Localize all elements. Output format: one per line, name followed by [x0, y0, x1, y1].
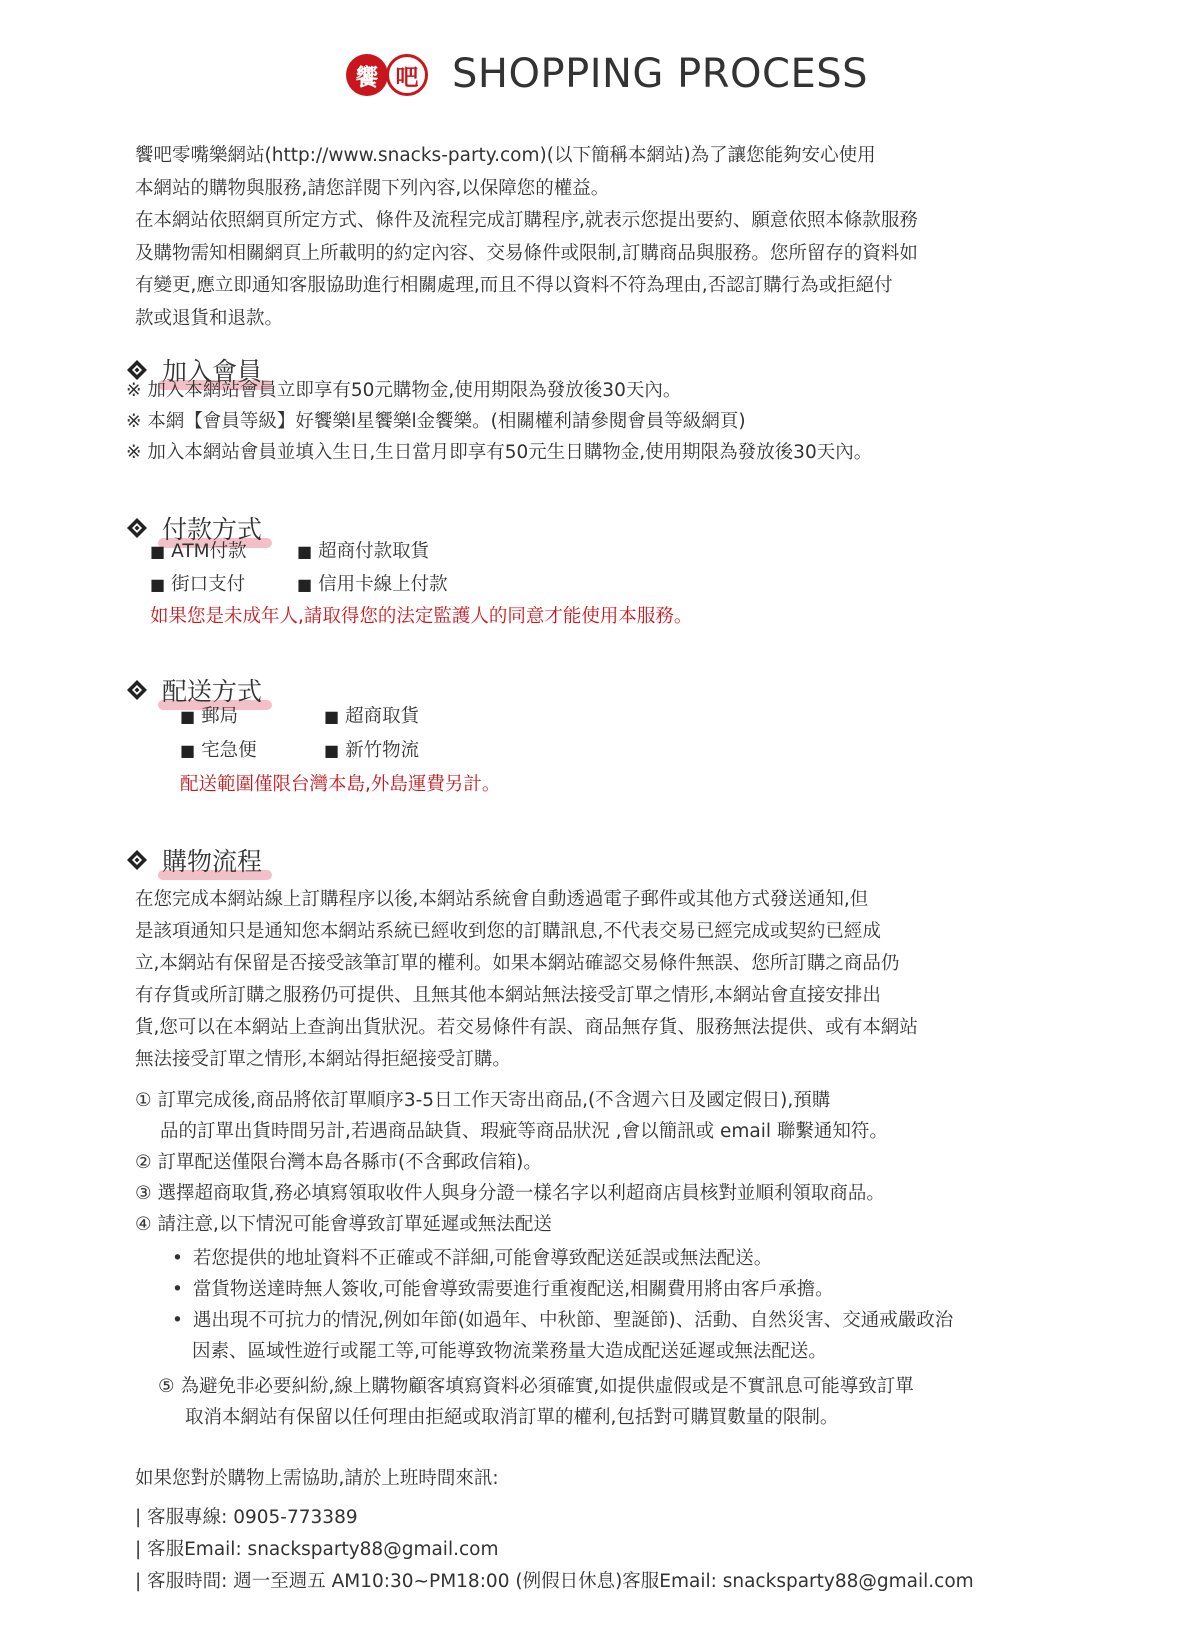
- process-step: 取消本網站有保留以任何理由拒絕或取消訂單的權利,包括對可購買數量的限制。: [185, 1407, 839, 1428]
- payment-option: ■ 信用卡線上付款: [297, 570, 448, 596]
- section-title: 加入會員: [158, 352, 266, 388]
- page-title: SHOPPING PROCESS: [452, 51, 869, 97]
- delivery-option: ■ 郵局: [180, 702, 238, 728]
- process-line: 有存貨或所訂購之服務仍可提供、且無其他本網站無法接受訂單之情形,本網站會直接安排出: [135, 985, 881, 1006]
- contact-intro: 如果您對於購物上需協助,請於上班時間來訊:: [135, 1468, 499, 1489]
- delivery-option: ■ 宅急便: [180, 736, 257, 762]
- diamond-icon: [126, 517, 148, 539]
- member-item: ※ 本網【會員等級】好饗樂l星饗樂l金饗樂。(相關權利請參閱會員等級網頁): [126, 411, 746, 432]
- process-bullet: • 當貨物送達時無人簽收,可能會導致需要進行重複配送,相關費用將由客戶承擔。: [172, 1275, 834, 1301]
- section-title: 配送方式: [158, 672, 266, 708]
- process-line: 貨,您可以在本網站上查詢出貨狀況。若交易條件有誤、商品無存貨、服務無法提供、或有本網站: [135, 1017, 918, 1038]
- process-step: ③ 選擇超商取貨,務必填寫領取收件人與身分證一樣名字以利超商店員核對並順利領取商品。: [135, 1183, 885, 1204]
- process-bullet: • 遇出現不可抗力的情況,例如年節(如過年、中秋節、聖誕節)、活動、自然災害、交通戒嚴政治: [172, 1306, 953, 1332]
- intro-line: 款或退貨和退款。: [135, 307, 284, 329]
- process-paragraph: [135, 884, 1075, 1076]
- section-title: 購物流程: [158, 842, 266, 878]
- contact-hours: | 客服時間: 週一至週五 AM10:30~PM18:00 (例假日休息)客服Email: snacksparty88@gmail.com: [135, 1571, 974, 1592]
- page-header: [0, 48, 1200, 116]
- payment-option: ■ 超商付款取貨: [297, 537, 429, 563]
- member-item: ※ 加入本網站會員立即享有50元購物金,使用期限為發放後30天內。: [126, 380, 682, 401]
- intro-line: 在本網站依照網頁所定方式、條件及流程完成訂購程序,就表示您提出要約、願意依照本條款服務: [135, 210, 918, 231]
- section-payment-heading: [126, 510, 266, 546]
- diamond-icon: [126, 849, 148, 871]
- payment-option: ■ 街口支付: [150, 570, 245, 596]
- logo-seal-1: 饗: [346, 54, 388, 96]
- section-delivery-heading: [126, 672, 266, 708]
- intro-line: 饗吧零嘴樂網站(http://www.snacks-party.com)(以下簡稱本網站)為了讓您能夠安心使用: [135, 145, 876, 166]
- contact-email: | 客服Email: snacksparty88@gmail.com: [135, 1539, 499, 1560]
- payment-option: ■ ATM付款: [150, 537, 247, 563]
- section-process-heading: [126, 842, 266, 878]
- section-title: 付款方式: [158, 510, 266, 546]
- delivery-option: ■ 新竹物流: [324, 736, 419, 762]
- delivery-option: ■ 超商取貨: [324, 702, 419, 728]
- intro-line: 及購物需知相關網頁上所載明的約定內容、交易條件或限制,訂購商品與服務。您所留存的資料如: [135, 242, 918, 264]
- member-item: ※ 加入本網站會員並填入生日,生日當月即享有50元生日購物金,使用期限為發放後30天內。: [126, 442, 873, 463]
- process-step: ① 訂單完成後,商品將依訂單順序3-5日工作天寄出商品,(不含週六日及國定假日),預購: [135, 1090, 831, 1111]
- process-step: ⑤ 為避免非必要糾紛,線上購物顧客填寫資料必須確實,如提供虛假或是不實訊息可能導致訂單: [158, 1376, 914, 1397]
- diamond-icon: [126, 679, 148, 701]
- brand-logo: [346, 54, 428, 96]
- contact-phone: | 客服專線: 0905-773389: [135, 1507, 358, 1528]
- intro-line: 本網站的購物與服務,請您詳閱下列內容,以保障您的權益。: [135, 177, 610, 199]
- process-line: 是該項通知只是通知您本網站系統已經收到您的訂購訊息,不代表交易已經完成或契約已經成: [135, 921, 881, 942]
- process-step: ④ 請注意,以下情況可能會導致訂單延遲或無法配送: [135, 1214, 552, 1235]
- intro-line: 有變更,應立即通知客服協助進行相關處理,而且不得以資料不符為理由,否認訂購行為或拒絕付: [135, 275, 893, 296]
- process-step: 品的訂單出貨時間另計,若遇商品缺貨、瑕疵等商品狀況 ,會以簡訊或 email 聯繫通知符。: [160, 1121, 888, 1142]
- process-bullet: • 若您提供的地址資料不正確或不詳細,可能會導致配送延誤或無法配送。: [172, 1244, 772, 1270]
- process-step: ② 訂單配送僅限台灣本島各縣市(不含郵政信箱)。: [135, 1152, 542, 1173]
- payment-note: 如果您是未成年人,請取得您的法定監護人的同意才能使用本服務。: [150, 606, 693, 627]
- intro-text: [135, 140, 1075, 335]
- process-line: 無法接受訂單之情形,本網站得拒絕接受訂購。: [135, 1049, 511, 1070]
- process-line: 在您完成本網站線上訂購程序以後,本網站系統會自動透過電子郵件或其他方式發送通知,但: [135, 889, 869, 910]
- process-line: 立,本網站有保留是否接受該筆訂單的權利。如果本網站確認交易條件無誤、您所訂購之商品仍: [135, 953, 900, 974]
- logo-seal-2: 吧: [386, 54, 428, 96]
- delivery-note: 配送範圍僅限台灣本島,外島運費另計。: [180, 774, 501, 795]
- process-bullet-cont: 因素、區域性遊行或罷工等,可能導致物流業務量大造成配送延遲或無法配送。: [192, 1341, 827, 1362]
